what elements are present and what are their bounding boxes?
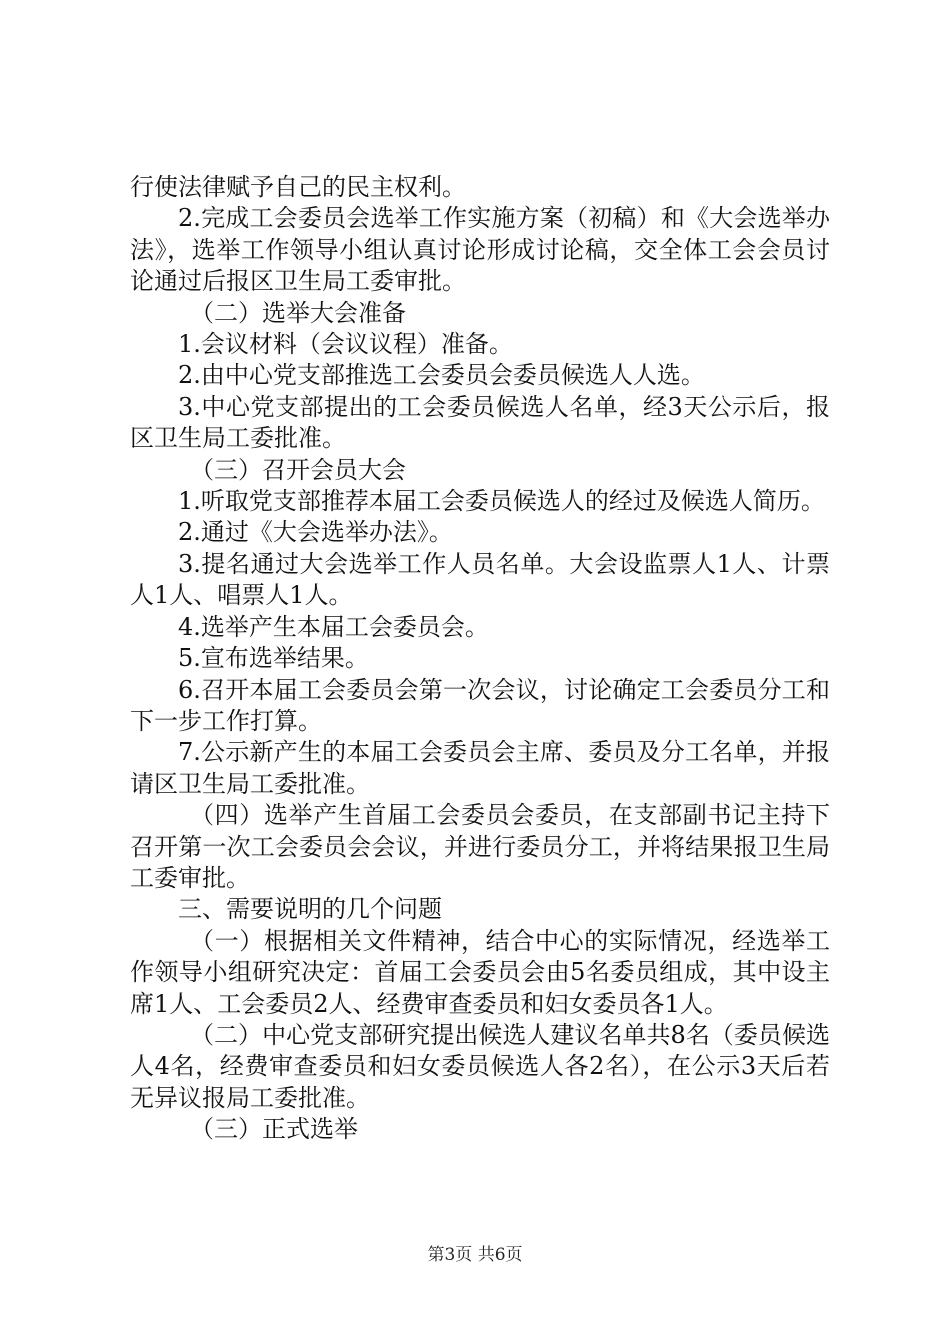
section-heading: （三）正式选举 [190, 1115, 358, 1144]
list-item: 2.通过《大会选举办法》。 [178, 518, 453, 547]
list-item: 1.会议材料（会议议程）准备。 [178, 330, 513, 359]
list-item: 6.召开本届工会委员会第一次会议，讨论确定工会委员分工和下一步工作打算。 [130, 675, 830, 735]
paragraph: （一）根据相关文件精神，结合中心的实际情况，经选举工作领导小组研究决定：首届工会委员会由5名委员组成，其中设主席1人、工会委员2人、经费审查委员和妇女委员各1人。 [130, 926, 830, 1018]
list-item: 5.宣布选举结果。 [178, 644, 369, 673]
list-item: 3.提名通过大会选举工作人员名单。大会设监票人1人、计票人1人、唱票人1人。 [130, 549, 830, 610]
list-item: 2.由中心党支部推选工会委员会委员候选人人选。 [178, 361, 705, 390]
section-heading: （二）选举大会准备 [190, 298, 406, 327]
list-item: 3.中心党支部提出的工会委员候选人名单，经3天公示后，报区卫生局工委批准。 [130, 392, 830, 453]
section-heading: 三、需要说明的几个问题 [178, 895, 442, 924]
list-item: 4.选举产生本届工会委员会。 [178, 612, 489, 641]
list-item: 7.公示新产生的本届工会委员会主席、委员及分工名单，并报请区卫生局工委批准。 [130, 738, 830, 798]
paragraph: 2.完成工会委员会选举工作实施方案（初稿）和《大会选举办法》，选举工作领导小组认真讨论形成讨论稿，交全体工会会员讨论通过后报区卫生局工委审批。 [130, 204, 830, 296]
section-heading: （三）召开会员大会 [190, 455, 406, 484]
page-number-footer: 第3页 共6页 [427, 1245, 523, 1265]
document-body [130, 172, 830, 1146]
paragraph: 行使法律赋予自己的民主权利。 [130, 173, 466, 201]
list-item: 1.听取党支部推荐本届工会委员候选人的经过及候选人简历。 [178, 487, 825, 516]
section-heading: （四）选举产生首届工会委员会委员，在支部副书记主持下召开第一次工会委员会会议，并进行委员分工，并将结果报卫生局工委审批。 [130, 801, 830, 892]
paragraph: （二）中心党支部研究提出候选人建议名单共8名（委员候选人4名，经费审查委员和妇女委员候选人各2名），在公示3天后若无异议报局工委批准。 [130, 1020, 830, 1112]
